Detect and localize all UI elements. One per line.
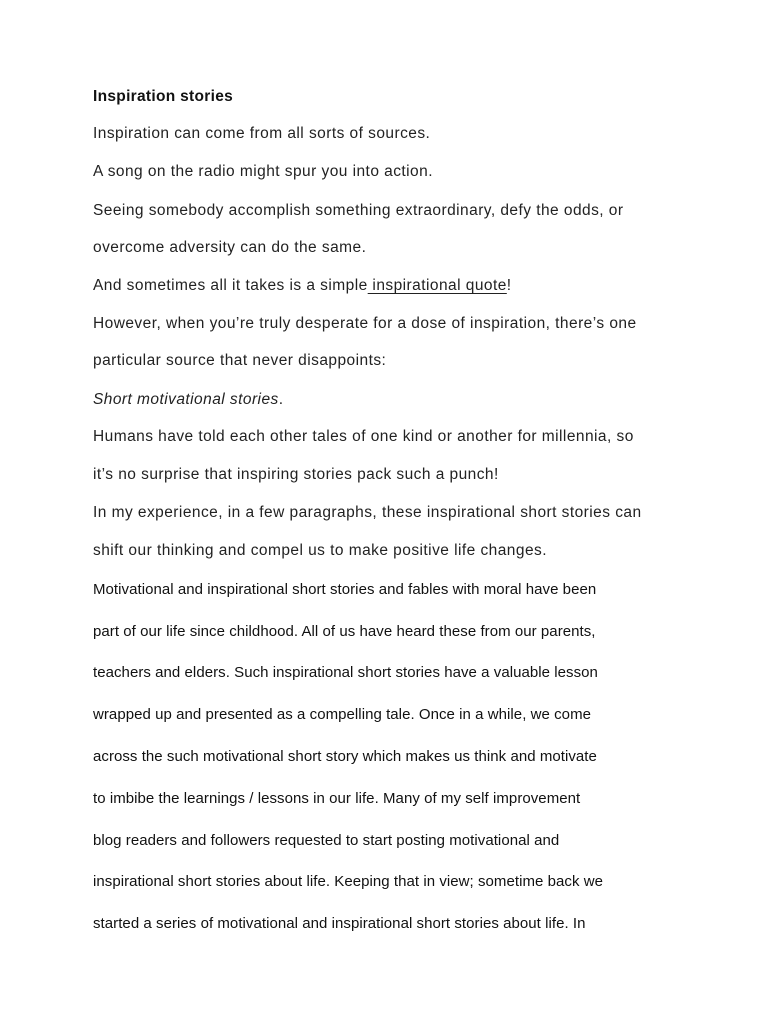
paragraph-line: However, when you’re truly desperate for a dose of inspiration, there’s one [93,315,637,332]
paragraph-line: Inspiration can come from all sorts of sources. [93,125,431,142]
body-line: part of our life since childhood. All of us have heard these from our parents, [93,623,596,640]
body-line: across the such motivational short story which makes us think and motivate [93,748,597,765]
paragraph-line: shift our thinking and compel us to make positive life changes. [93,542,547,559]
paragraph-line: A song on the radio might spur you into action. [93,163,433,180]
inspirational-quote-link[interactable]: inspirational quote [367,277,507,294]
paragraph-line: it’s no surprise that inspiring stories pack such a punch! [93,466,499,483]
paragraph-line: Seeing somebody accomplish something extraordinary, defy the odds, or [93,202,624,219]
body-line: inspirational short stories about life. Keeping that in view; sometime back we [93,873,603,890]
paragraph-line-italic [93,391,284,409]
italic-text: Short motivational stories [93,391,279,408]
body-line: Motivational and inspirational short stories and fables with moral have been [93,581,597,598]
paragraph-text: ! [506,277,512,294]
paragraph-line-with-link [93,277,512,295]
paragraph-line: In my experience, in a few paragraphs, these inspirational short stories can [93,504,642,521]
paragraph-line: overcome adversity can do the same. [93,239,367,256]
body-line: teachers and elders. Such inspirational short stories have a valuable lesson [93,664,598,681]
body-line: blog readers and followers requested to start posting motivational and [93,832,560,849]
document-title: Inspiration stories [93,88,234,105]
paragraph-line: Humans have told each other tales of one kind or another for millennia, so [93,428,634,445]
body-line: to imbibe the learnings / lessons in our life. Many of my self improvement [93,790,581,807]
paragraph-line: particular source that never disappoints: [93,352,387,369]
paragraph-text: And sometimes all it takes is a simple [93,277,368,294]
document-page [93,0,693,1024]
paragraph-text: . [278,391,284,408]
body-line: wrapped up and presented as a compelling tale. Once in a while, we come [93,706,592,723]
body-line: started a series of motivational and inspirational short stories about life. In [93,915,586,932]
